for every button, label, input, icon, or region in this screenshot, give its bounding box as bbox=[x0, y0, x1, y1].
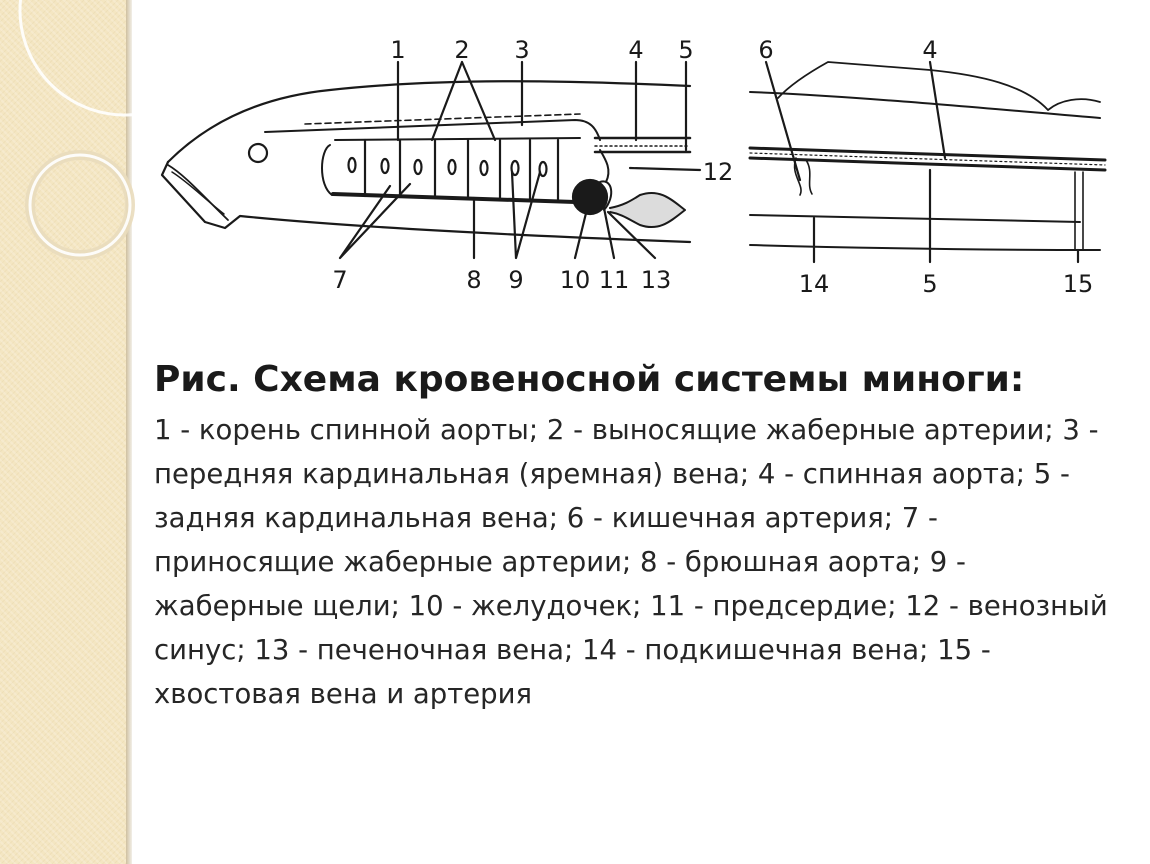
label-11: 11 bbox=[598, 266, 630, 294]
figure-title: Рис. Схема кровеносной системы миноги: bbox=[154, 359, 1025, 400]
tail-dorsal-fin bbox=[778, 62, 1100, 110]
label-2: 2 bbox=[454, 36, 470, 64]
figure-legend: 1 - корень спинной аорты; 2 - выносящие жаберные артерии; 3 - передняя кардинальная (яремная) вена; 4 - спинная аорта; 5 - задняя кардинальная вена; 6 - кишечная артерия; 7 - приносящие жаберные артерии; 8 - брюшная аорта; 9 - жаберные щели; 10 - желудочек; 11 - предсердие; 12 - венозный синус; 13 - печеночная вена; 14 - подкишечная вена; 15 - хвостовая вена и артерия bbox=[154, 414, 1108, 710]
label-4-head: 4 bbox=[628, 36, 644, 64]
label-15: 15 bbox=[1062, 270, 1094, 298]
sinus-venosus bbox=[600, 150, 608, 182]
subintestinal-vein bbox=[750, 215, 1080, 222]
liver bbox=[610, 193, 685, 227]
label-8: 8 bbox=[466, 266, 482, 294]
gill-chamber bbox=[322, 145, 332, 195]
label-14: 14 bbox=[798, 270, 830, 298]
ventral-aorta bbox=[333, 194, 575, 202]
label-4-tail: 4 bbox=[922, 36, 938, 64]
label-1: 1 bbox=[390, 36, 406, 64]
intestinal-artery bbox=[795, 158, 812, 195]
figure-caption bbox=[154, 356, 1114, 716]
caudal-vein-artery bbox=[1075, 172, 1083, 250]
lamprey-circulation-diagram bbox=[140, 20, 1120, 310]
label-12: 12 bbox=[702, 158, 734, 186]
label-6: 6 bbox=[758, 36, 774, 64]
tail-dorsal-aorta bbox=[750, 148, 1105, 160]
head-outline bbox=[168, 81, 690, 162]
label-13: 13 bbox=[640, 266, 672, 294]
label-7: 7 bbox=[332, 266, 348, 294]
eye bbox=[249, 144, 267, 162]
label-5-tail: 5 bbox=[922, 270, 938, 298]
label-10: 10 bbox=[559, 266, 591, 294]
decorative-rings bbox=[0, 0, 140, 300]
label-3: 3 bbox=[514, 36, 530, 64]
label-9: 9 bbox=[508, 266, 524, 294]
label-5-head: 5 bbox=[678, 36, 694, 64]
